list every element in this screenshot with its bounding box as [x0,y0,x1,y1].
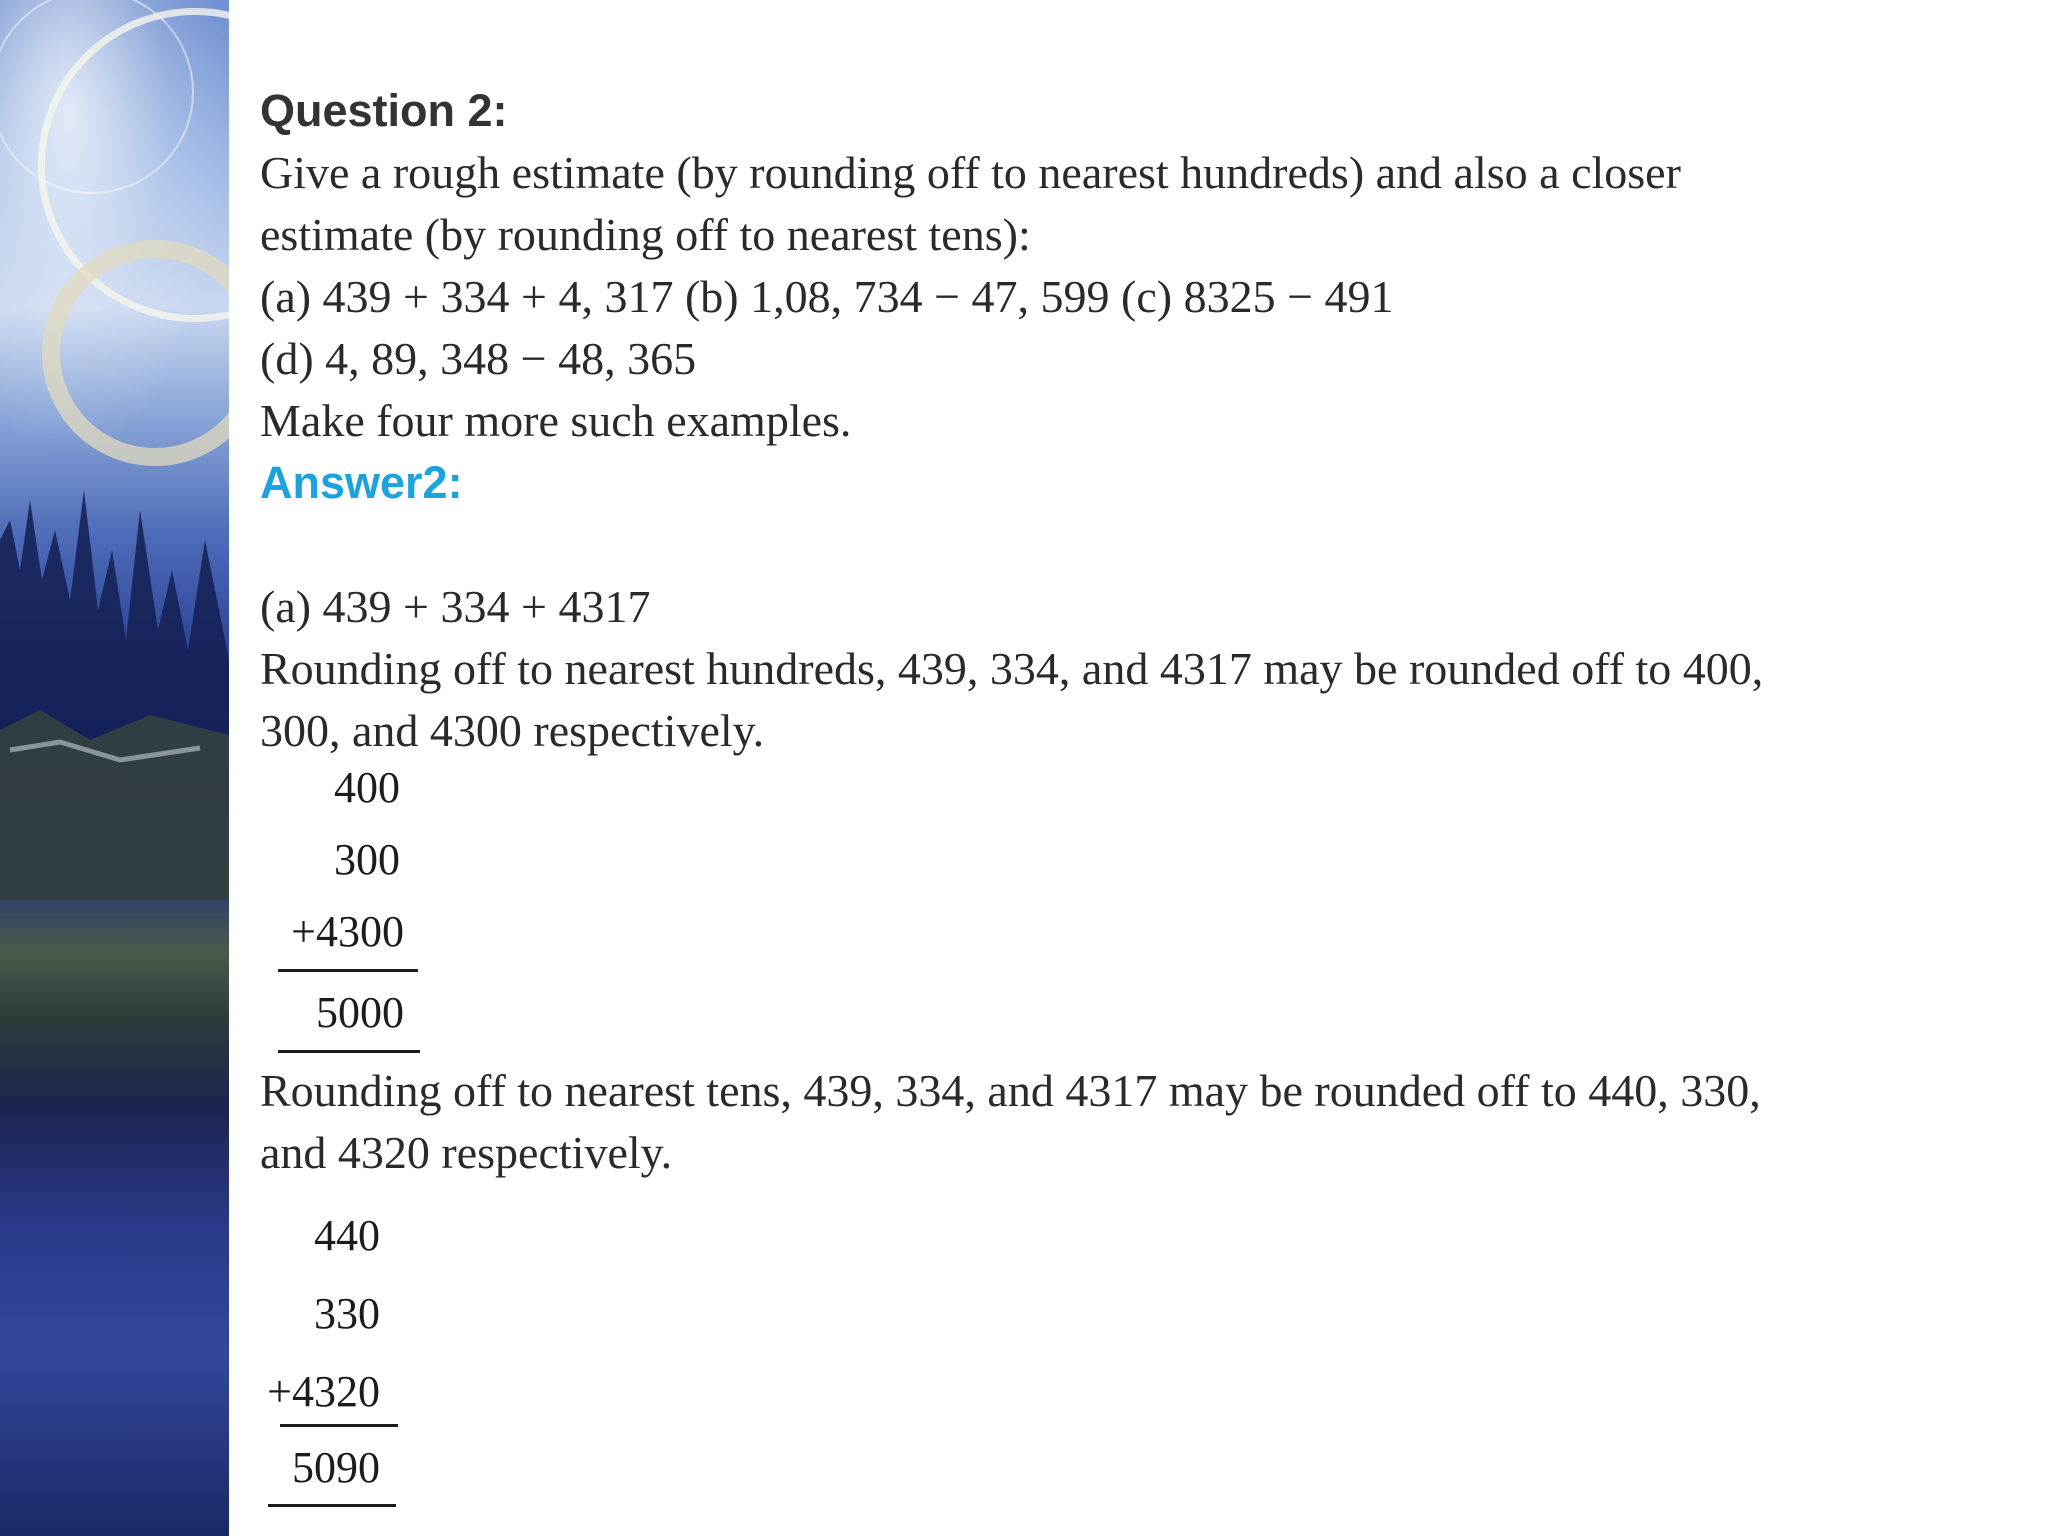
answer-title: Answer2: [260,457,463,508]
pine-trees-silhouette [0,480,229,900]
decorative-side-background [0,0,229,1536]
sum-rule [278,969,418,972]
hundreds-addition [260,762,460,1060]
question-line: Make four more such examples. [260,395,852,446]
addend: 400 [334,763,400,812]
addend: 300 [334,835,400,884]
question-line: (d) 4, 89, 348 − 48, 365 [260,333,697,384]
addend: 440 [314,1211,380,1260]
hundreds-explanation: 300, and 4300 respectively. [260,705,765,756]
slide-content [260,80,2020,1524]
answer-part-a: (a) 439 + 334 + 4317 [260,581,651,632]
sum-rule [280,1424,398,1427]
question-title: Question 2: [260,85,508,136]
question-line: estimate (by rounding off to nearest tens): [260,209,1031,260]
tens-addition [260,1184,460,1524]
sum-rule [278,1050,420,1053]
sum-result: 5000 [316,988,404,1037]
question-line: Give a rough estimate (by rounding off to nearest hundreds) and also a closer [260,147,1681,198]
tens-explanation: and 4320 respectively. [260,1127,673,1178]
sum-result: 5090 [292,1443,380,1492]
tens-explanation: Rounding off to nearest tens, 439, 334, and 4317 may be rounded off to 440, 330, [260,1065,1761,1116]
sum-rule [268,1504,396,1507]
addend: +4300 [291,907,404,956]
hundreds-explanation: Rounding off to nearest hundreds, 439, 334, and 4317 may be rounded off to 400, [260,643,1764,694]
addend: 330 [314,1289,380,1338]
question-line: (a) 439 + 334 + 4, 317 (b) 1,08, 734 − 47, 599 (c) 8325 − 491 [260,271,1394,322]
addend: +4320 [267,1367,380,1416]
